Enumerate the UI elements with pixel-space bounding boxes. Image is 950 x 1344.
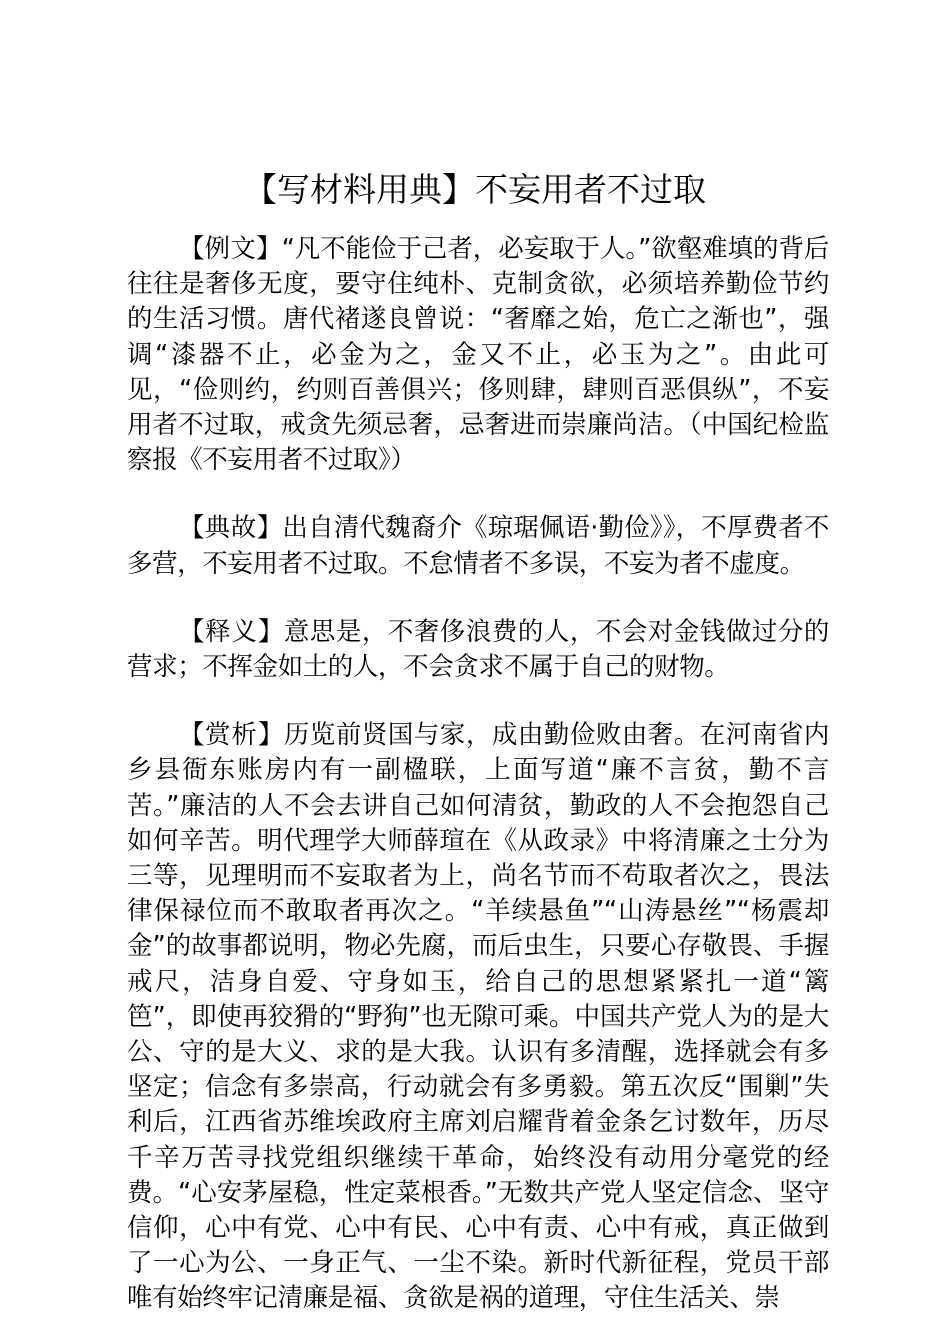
tag-label-appreciation: 赏析 <box>205 720 258 751</box>
paragraph-meaning <box>127 615 829 685</box>
paragraph-text: 历览前贤国与家，成由勤俭败由奢。在河南省内乡县衙东账房内有一副楹联，上面写道“廉不言贫，勤不言苦。”廉洁的人不会去讲自己如何清贫，勤政的人不会抱怨自己如何辛苦。明代理学大师薛瑄在《从政录》中将清廉之士分为三等，见理明而不妄取者为上，尚名节而不苟取者次之，畏法律保禄位而不敢取者再次之。“羊续悬鱼”“山涛悬丝”“杨震却金”的故事都说明，物必先腐，而后虫生，只要心存敬畏、手握戒尺，洁身自爱、守身如玉，给自己的思想紧紧扎一道“篱笆”，即使再狡猾的“野狗”也无隙可乘。中国共产党人为的是大公、守的是大义、求的是大我。认识有多清醒，选择就会有多坚定；信念有多崇高，行动就会有多勇毅。第五次反“围剿”失利后，江西省苏维埃政府主席刘启耀背着金条乞讨数年，历尽千辛万苦寻找党组织继续干革命，始终没有动用分毫党的经费。“心安茅屋稳，性定菜根香。”无数共产党人坚定信念、坚守信仰，心中有党、心中有民、心中有责、心中有戒，真正做到了一心为公、一身正气、一尘不染。新时代新征程，党员干部唯有始终牢记清廉是福、贪欲是祸的道理，守住生活关、崇 <box>127 720 829 1314</box>
tag-open-bracket: 【 <box>179 616 206 647</box>
tag-label-allusion: 典故 <box>204 513 257 544</box>
tag-close-bracket: 】 <box>256 234 282 264</box>
tag-close-bracket: 】 <box>257 720 284 751</box>
article-body <box>127 232 829 1317</box>
page-title: 【写材料用典】不妄用者不过取 <box>244 170 706 209</box>
paragraph-text: 出自清代魏裔介《琼琚佩语·勤俭》》，不厚费者不多营，不妄用者不过取。不怠情者不多误，不妄为者不虚度。 <box>127 513 829 579</box>
tag-open-bracket: 【 <box>179 513 205 544</box>
tag-open-bracket: 【 <box>179 234 205 264</box>
tag-label-meaning: 释义 <box>205 616 258 647</box>
tag-label-example: 例文 <box>204 234 257 264</box>
tag-open-bracket: 【 <box>179 720 206 751</box>
paragraph-appreciation <box>127 718 829 1316</box>
paragraph-allusion <box>127 511 829 581</box>
tag-close-bracket: 】 <box>256 513 283 544</box>
tag-close-bracket: 】 <box>257 616 284 647</box>
paragraph-text: “凡不能俭于己者，必妄取于人。”欲壑难填的背后往往是奢侈无度，要守住纯朴、克制贪欲，必须培养勤俭节约的生活习惯。唐代褚遂良曾说：“奢靡之始，危亡之渐也”，强调“漆器不止，必金为之，金又不止，必玉为之”。由此可见，“俭则约，约则百善俱兴；侈则肆，肆则百恶俱纵”，不妄用者不过取，戒贪先须忌奢，忌奢进而崇廉尚洁。（中国纪检监察报《不妄用者不过取》） <box>127 234 829 476</box>
paragraph-example <box>127 232 829 478</box>
paragraph-text: 意思是，不奢侈浪费的人，不会对金钱做过分的营求；不挥金如土的人，不会贪求不属于自己的财物。 <box>127 616 829 683</box>
